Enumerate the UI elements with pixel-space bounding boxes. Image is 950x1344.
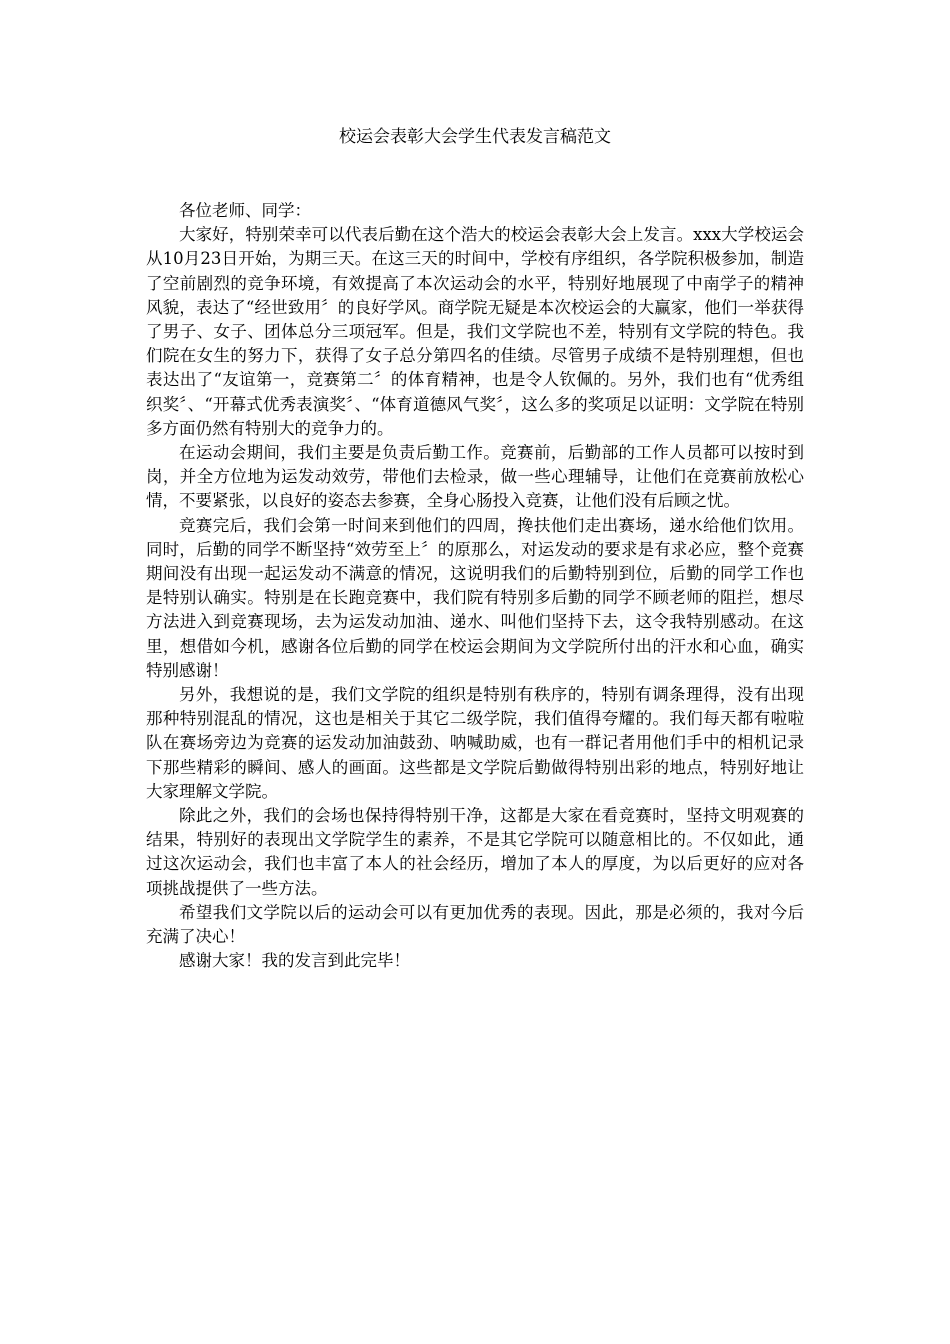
salutation-paragraph: 各位老师、同学：	[179, 201, 311, 220]
body-paragraph: 在运动会期间，我们主要是负责后勤工作。竞赛前，后勤部的工作人员都可以按时到岗，并全方位地为运发动效劳，带他们去检录，做一些心理辅导，让他们在竞赛前放松心情，不要紧张，以良好的姿态去参赛，全身心肠投入竞赛，让他们没有后顾之忧。	[146, 443, 804, 511]
body-paragraph: 除此之外，我们的会场也保持得特别干净，这都是大家在看竞赛时，坚持文明观赛的结果，特别好的表现出文学院学生的素养，不是其它学院可以随意相比的。不仅如此，通过这次运动会，我们也丰富了本人的社会经历，增加了本人的厚度，为以后更好的应对各项挑战提供了一些方法。	[146, 806, 804, 898]
body-paragraph: 大家好，特别荣幸可以代表后勤在这个浩大的校运会表彰大会上发言。xxx大学校运会从10月23日开始，为期三天。在这三天的时间中，学校有序组织，各学院积极参加，制造了空前剧烈的竞争环境，有效提高了本次运动会的水平，特别好地展现了中南学子的精神风貌，表达了“经世致用〞的良好学风。商学院无疑是本次校运会的大赢家，他们一举获得了男子、女子、团体总分三项冠军。但是，我们文学院也不差，特别有文学院的特色。我们院在女生的努力下，获得了女子总分第四名的佳绩。尽管男子成绩不是特别理想，但也表达出了“友谊第一，竞赛第二〞的体育精神，也是令人钦佩的。另外，我们也有“优秀组织奖〞、“开幕式优秀表演奖〞、“体育道德风气奖〞，这么多的奖项足以证明：文学院在特别多方面仍然有特别大的竞争力的。	[146, 225, 804, 438]
document-body	[146, 199, 804, 974]
document-title: 校运会表彰大会学生代表发言稿范文	[339, 127, 611, 147]
body-paragraph: 竞赛完后，我们会第一时间来到他们的四周，搀扶他们走出赛场，递水给他们饮用。同时，后勤的同学不断坚持“效劳至上〞的原那么，对运发动的要求是有求必应，整个竞赛期间没有出现一起运发动不满意的情况，这说明我们的后勤特别到位，后勤的同学工作也是特别认确实。特别是在长跑竞赛中，我们院有特别多后勤的同学不顾老师的阻拦，想尽方法进入到竞赛现场，去为运发动加油、递水、叫他们坚持下去，这令我特别感动。在这里，想借如今机，感谢各位后勤的同学在校运会期间为文学院所付出的汗水和心血，确实特别感谢！	[146, 515, 804, 680]
closing-paragraph: 感谢大家！我的发言到此完毕！	[179, 951, 410, 971]
body-paragraph: 另外，我想说的是，我们文学院的组织是特别有秩序的，特别有调条理得，没有出现那种特别混乱的情况，这也是相关于其它二级学院，我们值得夸耀的。我们每天都有啦啦队在赛场旁边为竞赛的运发动加油鼓劲、呐喊助威，也有一群记者用他们手中的相机记录下那些精彩的瞬间、感人的画面。这些都是文学院后勤做得特别出彩的地点，特别好地让大家理解文学院。	[146, 685, 804, 801]
body-paragraph: 希望我们文学院以后的运动会可以有更加优秀的表现。因此，那是必须的，我对今后充满了决心！	[146, 902, 804, 947]
